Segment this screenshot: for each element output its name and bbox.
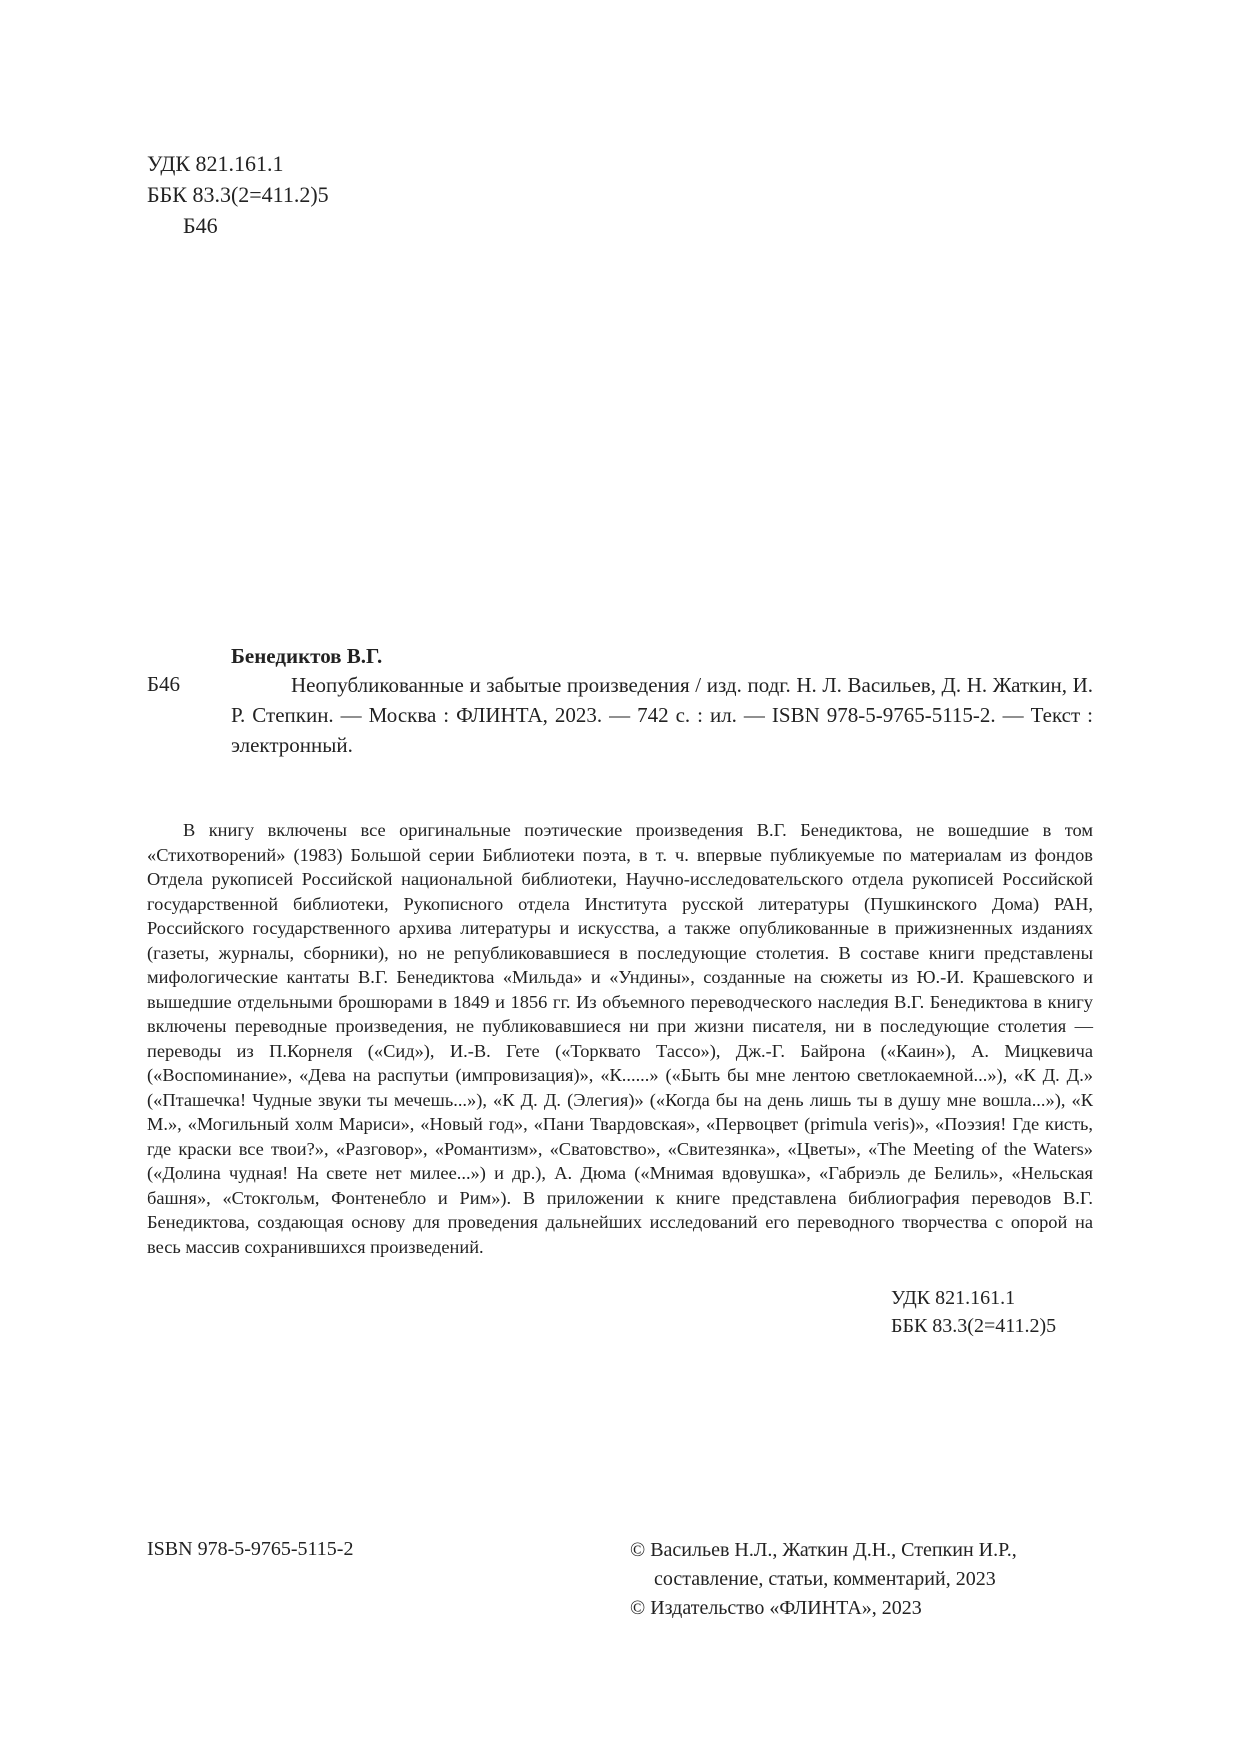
bbk-code: ББК 83.3(2=411.2)5 — [147, 182, 329, 207]
copyright-authors-role: составление, статьи, комментарий, 2023 — [654, 1568, 996, 1590]
top-classification-codes — [147, 148, 329, 241]
bottom-classification-codes — [891, 1284, 1056, 1340]
udk-code-bottom: УДК 821.161.1 — [891, 1287, 1016, 1309]
copyright-authors: © Васильев Н.Л., Жаткин Д.Н., Степкин И.Р., — [630, 1539, 1017, 1561]
abstract-text: В книгу включены все оригинальные поэтические произведения В.Г. Бенедиктова, не вошедшие в том «Стихотворений» (1983) Большой серии Библиотеки поэта, в т. ч. впервые публикуемые по материалам из фондов Отдела рукописей Российской национальной библиотеки, Научно-исследовательского отдела рукописей Российской государственной библиотеки, Рукописного отдела Института русской литературы (Пушкинского Дома) РАН, Российского государственного архива литературы и искусства, а также опубликованные в прижизненных изданиях (газеты, журналы, сборники), но не републиковавшиеся в последующие столетия. В составе книги представлены мифологические кантаты В.Г. Бенедиктова «Мильда» и «Ундины», созданные на сюжеты из Ю.-И. Крашевского и вышедшие отдельными брошюрами в 1849 и 1856 гг. Из объемного переводческого наследия В.Г. Бенедиктова в книгу включены переводные произведения, не публиковавшиеся ни при жизни писателя, ни в последующие столетия — переводы из П.Корнеля («Сид»), И.-В. Гете («Торквато Тассо»), Дж.-Г. Байрона («Каин»), А. Мицкевича («Воспоминание», «Дева на распутьи (импровизация)», «К......» («Быть бы мне лентою светлокаемной...»), «К Д. Д.» («Пташечка! Чудные звуки ты мечешь...»), «К Д. Д. (Элегия)» («Когда бы на день лишь ты в душу мне вошла...»), «К М.», «Могильный холм Мариси», «Новый год», «Пани Твардовская», «Первоцвет (primula veris)», «Поэзия! Где кисть, где краски все твои?», «Разговор», «Романтизм», «Сватовство», «Свитезянка», «Цветы», «The Meeting of the Waters» («Долина чудная! На свете нет милее...») и др.), А. Дюма («Мнимая вдовушка», «Габриэль де Белиль», «Нельская башня», «Стокгольм, Фонтенебло и Рим»). В приложении к книге представлена библиография переводов В.Г. Бенедиктова, создающая основу для проведения дальнейших исследований его переводного творчества с опорой на весь массив сохранившихся произведений. — [147, 820, 1093, 1257]
record-author-mark: Б46 — [147, 672, 181, 696]
bbk-code-bottom: ББК 83.3(2=411.2)5 — [891, 1315, 1057, 1337]
udk-code: УДК 821.161.1 — [147, 151, 284, 176]
author-name: Бенедиктов В.Г. — [231, 644, 383, 668]
author-mark: Б46 — [183, 213, 218, 238]
copyright-publisher: © Издательство «ФЛИНТА», 2023 — [630, 1597, 922, 1619]
isbn: ISBN 978-5-9765-5115-2 — [147, 1538, 354, 1560]
bibliographic-text: Неопубликованные и забытые произведения / изд. подг. Н. Л. Васильев, Д. Н. Жаткин, И. Р. Степкин. — Москва : ФЛИНТА, 2023. — 742 с. : ил. — ISBN 978-5-9765-5115-2. — Текст : электронный. — [231, 673, 1093, 757]
abstract — [147, 818, 1093, 1259]
bibliographic-description — [231, 670, 1093, 760]
copyright-block — [630, 1536, 1017, 1623]
